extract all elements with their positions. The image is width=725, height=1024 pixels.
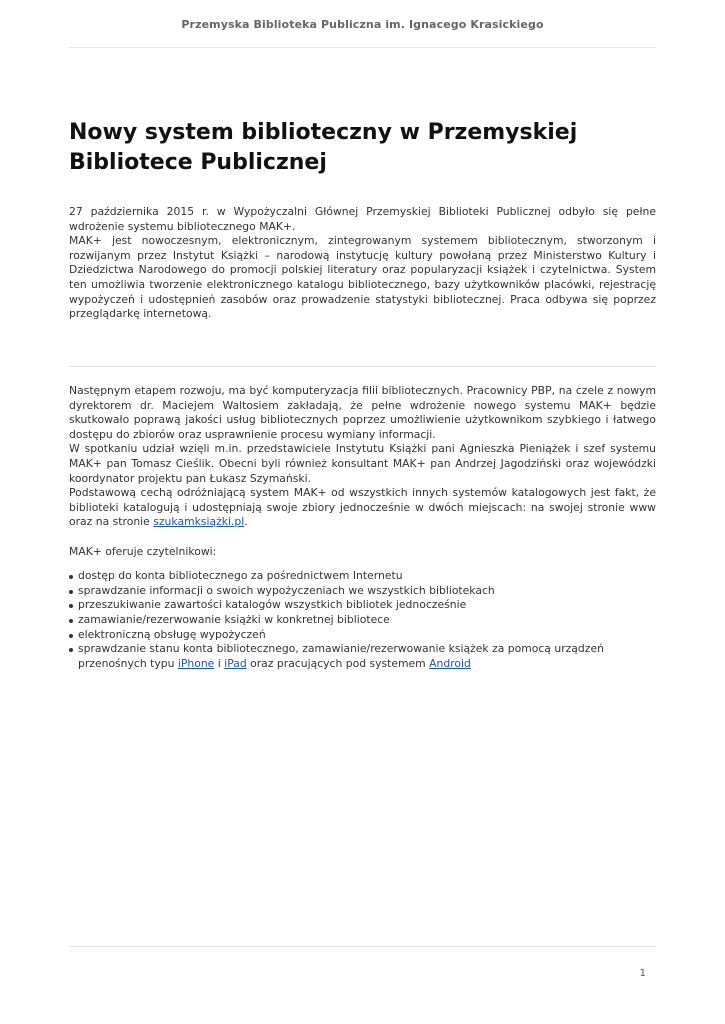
mobile-feature-text: sprawdzanie stanu konta bibliotecznego, zamawianie/rezerwowanie książek za pomocą urządzeń przenośnych typu: [78, 642, 604, 670]
offers-intro: MAK+ oferuje czytelnikowi:: [69, 544, 217, 558]
paragraph-feature-end: .: [244, 515, 248, 529]
list-item: sprawdzanie informacji o swoich wypożyczeniach we wszystkich bibliotekach: [69, 584, 656, 599]
header-divider: [69, 47, 656, 48]
paragraph-feature-text: Podstawową cechą odróżniającą system MAK+ od wszystkich innych systemów katalogowych jest fakt, że biblioteki katalogują i udostępniają swoje zbiory jednocześnie w dwóch miejscach: na swojej stronie www oraz na stronie: [69, 486, 656, 529]
szukamksiazki-link[interactable]: szukamksiążki.pl: [153, 515, 245, 529]
page-header: Przemyska Biblioteka Publiczna im. Ignacego Krasickiego: [181, 18, 544, 31]
intro-section: [69, 205, 656, 322]
list-item: przeszukiwanie zawartości katalogów wszystkich bibliotek jednocześnie: [69, 598, 656, 613]
article-title: Nowy system biblioteczny w Przemyskiej Bibliotece Publicznej: [69, 120, 578, 175]
paragraph-next-stage: Następnym etapem rozwoju, ma być komputeryzacja filii bibliotecznych. Pracownicy PBP, na czele z nowym dyrektorem dr. Maciejem Waltosiem zakładają, że pełne wdrożenie nowego systemu MAK+ będzie skutkowało poprawą jakości usług bibliotecznych poprzez umożliwienie użytkownikom szybkiego i łatwego dostępu do zbiorów oraz usprawnienie procesu wymiany informacji.: [69, 384, 656, 441]
list-item: elektroniczną obsługę wypożyczeń: [69, 628, 656, 643]
intro-paragraph-system: MAK+ jest nowoczesnym, elektronicznym, zintegrowanym systemem bibliotecznym, stworzonym i rozwijanym przez Instytut Książki – narodową instytucję kultury powołaną przez Ministerstwo Kultury i Dziedzictwa Narodowego do promocji polskiej literatury oraz popularyzacji książek i czytelnictwa. System ten umożliwia tworzenie elektronicznego katalogu bibliotecznego, bazy użytkowników placówki, rejestrację wypożyczeń i udostępnień zasobów oraz prowadzenie statystyki bibliotecznej. Praca odbywa się poprzez przeglądarkę internetową.: [69, 234, 656, 321]
features-list: [69, 569, 656, 671]
paragraph-meeting: W spotkaniu udział wzięli m.in. przedstawiciele Instytutu Książki pani Agnieszka Pieniążek i szef systemu MAK+ pan Tomasz Cieślik. Obecni byli również konsultant MAK+ pan Andrzej Jagodziński oraz wojewódzki koordynator projektu pan Łukasz Szymański.: [69, 442, 656, 485]
main-section: [69, 384, 656, 671]
section-divider: [69, 366, 656, 367]
mobile-feature-and: i: [214, 656, 225, 670]
ipad-link[interactable]: iPad: [224, 656, 247, 670]
iphone-link[interactable]: iPhone: [177, 656, 215, 670]
mobile-feature-middle: oraz pracujących pod systemem: [246, 656, 430, 670]
paragraph-feature-catalog: [69, 486, 656, 530]
android-link[interactable]: Android: [429, 656, 471, 670]
list-item: dostęp do konta bibliotecznego za pośrednictwem Internetu: [69, 569, 656, 584]
list-item: zamawianie/rezerwowanie książki w konkretnej bibliotece: [69, 613, 656, 628]
list-item-mobile: [69, 642, 656, 671]
intro-paragraph-date: 27 października 2015 r. w Wypożyczalni Głównej Przemyskiej Biblioteki Publicznej odbyło się pełne wdrożenie systemu bibliotecznego MAK+.: [69, 205, 656, 233]
page-number: 1: [639, 968, 646, 979]
paragraph-gap: [69, 530, 656, 545]
footer-divider: [69, 946, 656, 947]
